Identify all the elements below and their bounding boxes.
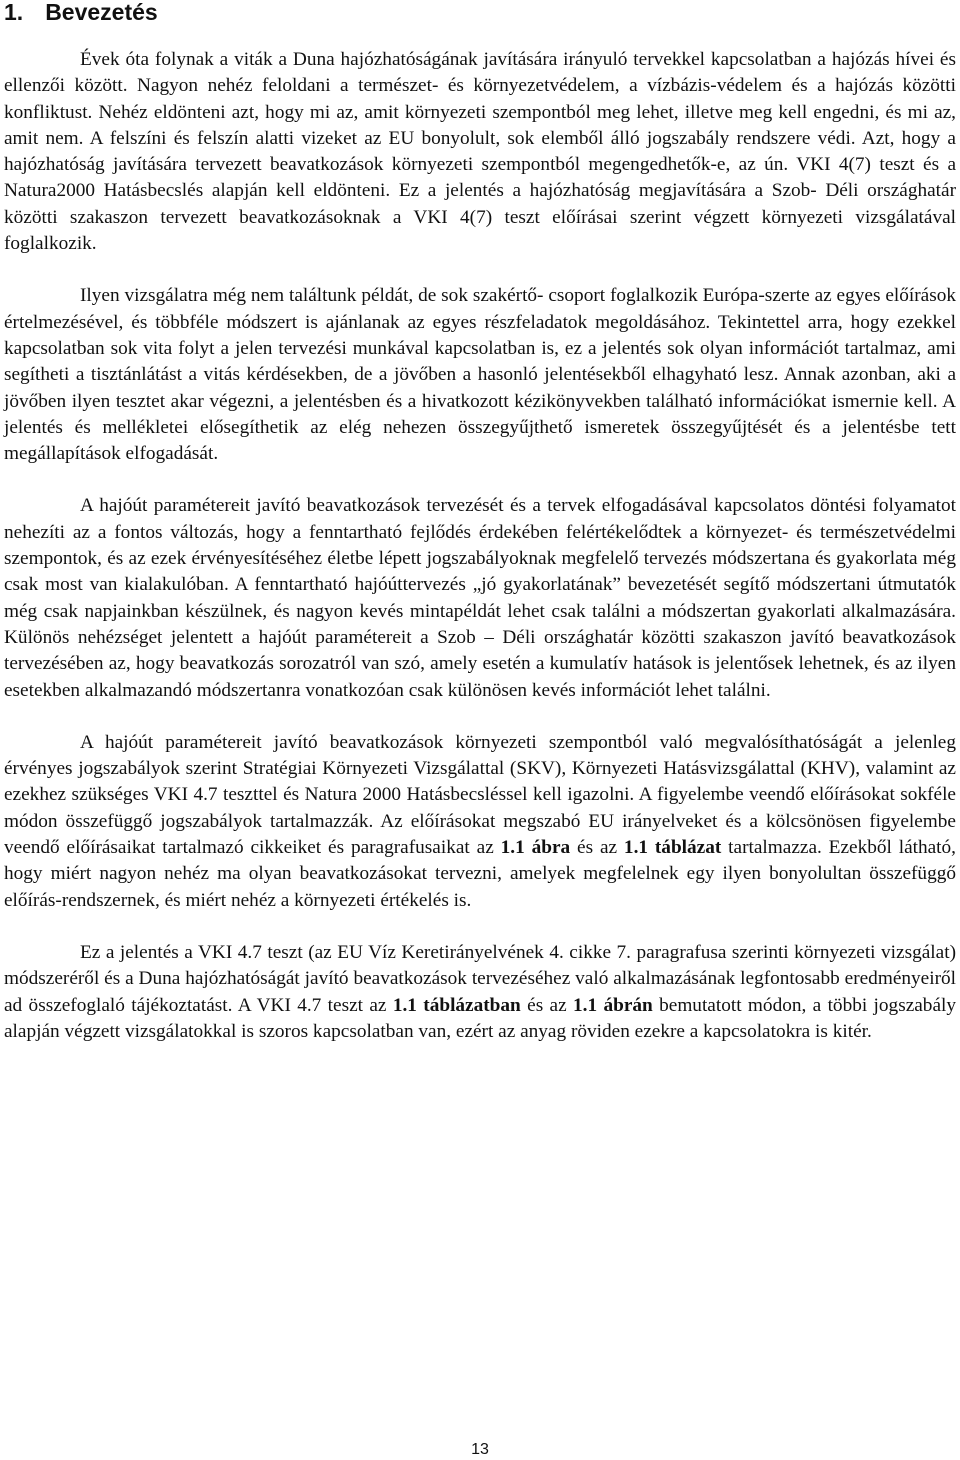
bold-reference: 1.1 táblázatban <box>392 994 521 1016</box>
body-text <box>4 47 956 1045</box>
section-heading <box>4 0 158 27</box>
bold-reference: 1.1 ábra <box>500 837 571 859</box>
paragraph-5: Ez a jelentés a VKI 4.7 teszt (az EU Víz Keretirányelvének 4. cikke 7. paragrafusa szerinti környezeti vizsgálat) módszeréről és a Duna hajózhatóságát javító beavatkozások tervezéséhez való alkalmazásának legfontosabb eredményeiről ad összefoglaló tájékoztatást. A VKI 4.7 teszt az 1.1 táblázatban és az 1.1 ábrán bemutatott módon, a többi jogszabály alapján végzett vizsgálatokkal is szoros kapcsolatban van, ezért az anyag röviden ezekre a kapcsolatokra is kitér. <box>4 941 957 1042</box>
paragraph-2: Ilyen vizsgálatra még nem találtunk példát, de sok szakértő- csoport foglalkozik Európa-szerte az egyes előírások értelmezésével, és többféle módszert is ajánlanak az egyes részfeladatok megoldásához. Tekintettel arra, hogy ezekkel kapcsolatban sok vita folyt a jelen tervezési munkával kapcsolatban is, ez a jelentés sok olyan információt tartalmaz, ami segítheti a tisztánlátást a vitás kérdésekben, de a jövőben a hasonló jelentésekből elhagyható lesz. Annak azonban, aki a jövőben ilyen tesztet akar végezni, a jelentésben és a hivatkozott kézikönyvekben található információkat ismernie kell. A jelentés és mellékletei elősegíthetik az elég nehezen összegyűjthető ismeretek összegyűjtését és a jelentésbe tett megállapítások elfogadását. <box>4 285 956 465</box>
section-number: 1. <box>4 0 24 25</box>
page-number: 13 <box>471 1441 489 1458</box>
paragraph-4: A hajóút paramétereit javító beavatkozások környezeti szempontból való megvalósíthatóságát a jelenleg érvényes jogszabályok szerint Stratégiai Környezeti Vizsgálattal (SKV), Környezeti Hatásvizsgálattal (KHV), valamint az ezekhez szükséges VKI 4.7 teszttel és Natura 2000 Hatásbecsléssel kell igazolni. A figyelembe veendő előírásokat sokféle módon összefüggő jogszabályok tartalmazzák. Az előírásokat megszabó EU irányelveket és a kölcsönösen figyelembe veendő előírásaikat tartalmazó cikkeiket és paragrafusaikat az 1.1 ábra és az 1.1 táblázat tartalmazza. Ezekből látható, hogy miért nagyon nehéz ma olyan beavatkozásokat tervezni, amelyek megfelelnek egy ilyen bonyolultan összefüggő előírás-rendszernek, és miért nehéz a környezeti értékelés is. <box>4 731 957 911</box>
bold-reference: 1.1 ábrán <box>573 994 653 1016</box>
bold-reference: 1.1 táblázat <box>623 837 722 859</box>
section-title: Bevezetés <box>45 0 158 25</box>
paragraph-3: A hajóút paramétereit javító beavatkozások tervezését és a tervek elfogadásával kapcsolatos döntési folyamatot nehezíti az a fontos változás, hogy a fenntartható fejlődés érdekében felértékelődtek a környezet- és természetvédelmi szempontok, és az ezek érvényesítéséhez életbe lépett jogszabályoknak megfelelő tervezés módszertana és gyakorlata még csak most van kialakulóban. A fenntartható hajóúttervezés „jó gyakorlatának” bevezetését segítő módszertani útmutatók még csak napjainkban készülnek, és nagyon kevés mintapéldát lehet csak találni a módszertan gyakorlati alkalmazására. Különös nehézséget jelentett a hajóút paramétereit a Szob – Déli országhatár közötti szakaszon javító beavatkozások tervezésében az, hogy beavatkozás sorozatról van szó, amely esetén a kumulatív hatások is jelentősek lehetnek, és az ilyen esetekben alkalmazandó módszertanra vonatkozóan csak különösen kevés információt lehet találni. <box>4 495 956 701</box>
paragraph-1: Évek óta folynak a viták a Duna hajózhatóságának javítására irányuló tervekkel kapcsolatban a hajózás hívei és ellenzői között. Nagyon nehéz feloldani a természet- és környezetvédelem, a vízbázis-védelem és a hajózás közötti konfliktust. Nehéz eldönteni azt, hogy mi az, amit környezeti szempontból meg lehet, illetve meg kell engedni, és mi az, amit nem. A felszíni és felszín alatti vizeket az EU bonyolult, sok elemből álló jogszabály rendszere védi. Azt, hogy a hajózhatóság javítására tervezett beavatkozások környezeti szempontból megengedhetők-e, az ún. VKI 4(7) teszt és a Natura2000 Hatásbecslés alapján kell eldönteni. Ez a jelentés a hajózhatóság megjavítására a Szob- Déli országhatár közötti szakaszon tervezett beavatkozásoknak a VKI 4(7) teszt előírásai szerint végzett környezeti vizsgálatával foglalkozik. <box>4 49 956 255</box>
